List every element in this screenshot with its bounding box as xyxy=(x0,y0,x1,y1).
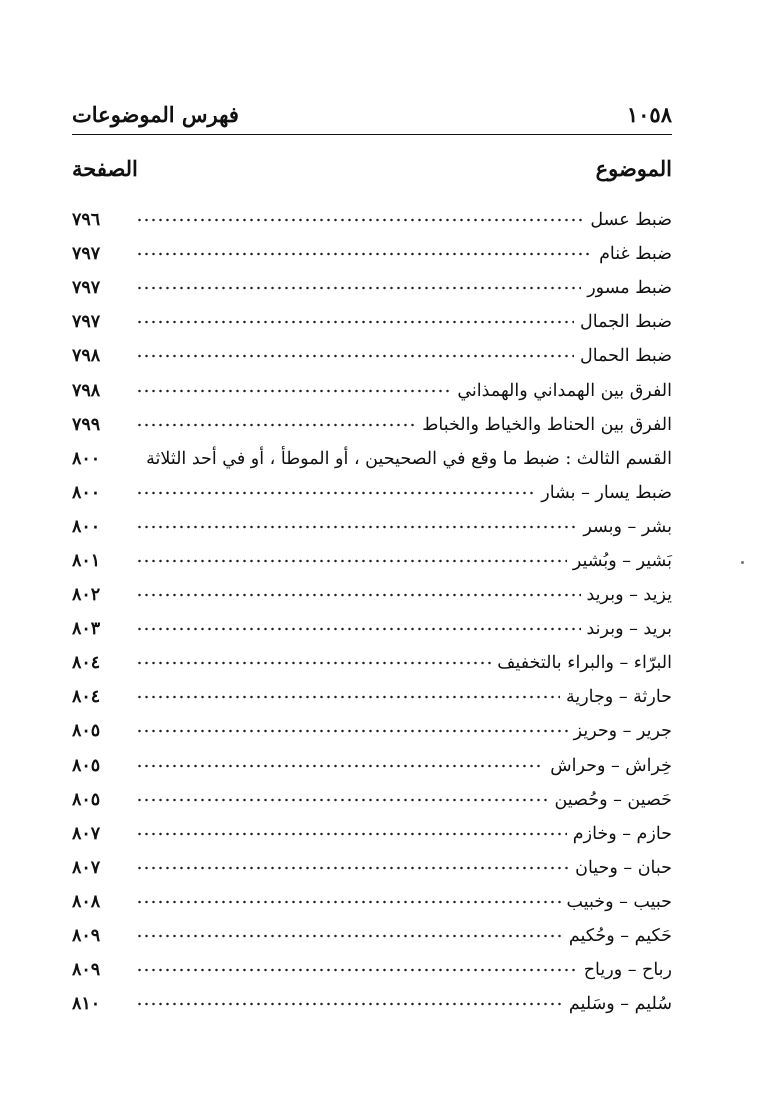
toc-entry xyxy=(72,544,672,578)
toc-entry-title: بريد – وبرند xyxy=(586,619,672,640)
toc-entry xyxy=(72,510,672,544)
dot-leader xyxy=(136,522,577,532)
index-page xyxy=(72,96,672,1021)
toc-entry-title: ضبط يسار – بشار xyxy=(541,482,672,503)
toc-entry-title: بَشير – وبُشير xyxy=(572,550,672,571)
toc-entry xyxy=(72,305,672,339)
toc-entry xyxy=(72,237,672,271)
dot-leader xyxy=(136,795,548,805)
dot-leader xyxy=(136,317,574,327)
toc-entry xyxy=(72,476,672,510)
toc-entry-title: ضبط الحمال xyxy=(580,346,672,367)
dot-leader xyxy=(136,999,563,1009)
toc-entry xyxy=(72,612,672,646)
dot-leader xyxy=(136,726,568,736)
toc-entry xyxy=(72,373,672,407)
dot-leader xyxy=(136,283,581,293)
toc-entry xyxy=(72,783,672,817)
toc-entry-title: جرير – وحريز xyxy=(573,721,672,742)
toc-entry-title: الفرق بين الحناط والخياط والخباط xyxy=(422,414,672,435)
dot-leader xyxy=(136,249,593,259)
toc-entry-title: القسم الثالث : ضبط ما وقع في الصحيحين ، أو الموطأ ، أو في أحد الثلاثة xyxy=(146,448,672,469)
toc-entry-page: ٨٠٥ xyxy=(72,755,101,776)
dot-leader xyxy=(136,488,535,498)
toc-entry-title: ضبط مسور xyxy=(587,278,672,299)
toc-entry-page: ٧٩٧ xyxy=(72,278,101,299)
toc-entry-title: حَصين – وحُصين xyxy=(554,789,672,810)
toc-entry-page: ٨٠٧ xyxy=(72,857,101,878)
page-column-heading: الصفحة xyxy=(72,155,138,181)
toc-entry-title: ضبط عسل xyxy=(590,210,672,231)
toc-entry-title: رباح – ورياح xyxy=(583,960,672,981)
toc-entry xyxy=(72,749,672,783)
toc-list xyxy=(72,203,672,1021)
toc-entry-page: ٧٩٨ xyxy=(72,346,101,367)
toc-entry-page: ٨٠٨ xyxy=(72,891,101,912)
toc-entry-page: ٨٠٤ xyxy=(72,653,101,674)
toc-entry-page: ٧٩٧ xyxy=(72,244,101,265)
running-title: فهرس الموضوعات xyxy=(72,101,239,127)
toc-entry xyxy=(72,817,672,851)
page-number: ١٠٥٨ xyxy=(626,101,672,127)
toc-entry-page: ٨١٠ xyxy=(72,994,101,1015)
toc-entry xyxy=(72,953,672,987)
dot-leader xyxy=(136,829,567,839)
toc-entry xyxy=(72,203,672,237)
toc-entry xyxy=(72,714,672,748)
toc-entry-title: سُليم – وسَليم xyxy=(568,994,672,1015)
toc-entry-title: ضبط غنام xyxy=(599,244,672,265)
dot-leader xyxy=(136,658,491,668)
toc-entry xyxy=(72,851,672,885)
toc-entry-page: ٨٠٠ xyxy=(72,448,101,469)
toc-entry-title: حارثة – وجارية xyxy=(565,687,672,708)
toc-entry xyxy=(72,987,672,1021)
toc-entry-title: حَكيم – وحُكيم xyxy=(568,926,672,947)
dot-leader xyxy=(136,931,563,941)
toc-entry xyxy=(72,271,672,305)
toc-entry-title: حبان – وحيان xyxy=(575,857,672,878)
toc-entry-title: الفرق بين الهمداني والهمذاني xyxy=(457,380,672,401)
margin-speck xyxy=(741,561,744,564)
topic-column-heading: الموضوع xyxy=(595,155,672,181)
toc-entry xyxy=(72,578,672,612)
toc-entry-page: ٧٩٦ xyxy=(72,210,101,231)
toc-entry-page: ٧٩٩ xyxy=(72,414,101,435)
dot-leader xyxy=(136,965,578,975)
toc-entry-title: يزيد – وبريد xyxy=(586,585,672,606)
dot-leader xyxy=(136,215,584,225)
dot-leader xyxy=(132,454,142,464)
toc-entry xyxy=(72,680,672,714)
toc-entry-page: ٧٩٨ xyxy=(72,380,101,401)
toc-entry xyxy=(72,885,672,919)
toc-entry-page: ٨٠٩ xyxy=(72,960,101,981)
toc-entry xyxy=(72,442,672,476)
dot-leader xyxy=(136,351,574,361)
toc-entry-title: خِراش – وحراش xyxy=(550,755,672,776)
dot-leader xyxy=(136,863,569,873)
toc-entry xyxy=(72,919,672,953)
toc-entry xyxy=(72,646,672,680)
dot-leader xyxy=(136,556,567,566)
toc-entry-page: ٨٠٥ xyxy=(72,721,101,742)
header-rule xyxy=(72,134,672,135)
dot-leader xyxy=(136,624,581,634)
dot-leader xyxy=(136,590,581,600)
toc-entry-page: ٨٠٤ xyxy=(72,687,101,708)
dot-leader xyxy=(136,897,561,907)
toc-entry-title: ضبط الجمال xyxy=(580,312,672,333)
dot-leader xyxy=(136,420,416,430)
toc-entry-page: ٨٠٧ xyxy=(72,823,101,844)
toc-entry-page: ٧٩٧ xyxy=(72,312,101,333)
dot-leader xyxy=(136,692,560,702)
column-headings xyxy=(72,147,672,189)
dot-leader xyxy=(136,386,451,396)
toc-entry-title: حازم – وخازم xyxy=(572,823,672,844)
toc-entry-page: ٨٠٢ xyxy=(72,585,101,606)
toc-entry xyxy=(72,408,672,442)
toc-entry xyxy=(72,339,672,373)
toc-entry-page: ٨٠١ xyxy=(72,550,101,571)
toc-entry-title: البرّاء – والبراء بالتخفيف xyxy=(497,653,672,674)
dot-leader xyxy=(136,761,544,771)
toc-entry-page: ٨٠٩ xyxy=(72,926,101,947)
toc-entry-title: بشر – وبسر xyxy=(583,516,672,537)
running-head xyxy=(72,96,672,132)
toc-entry-page: ٨٠٠ xyxy=(72,516,101,537)
toc-entry-page: ٨٠٠ xyxy=(72,482,101,503)
toc-entry-title: حبيب – وخبيب xyxy=(566,891,672,912)
toc-entry-page: ٨٠٣ xyxy=(72,619,101,640)
toc-entry-page: ٨٠٥ xyxy=(72,789,101,810)
